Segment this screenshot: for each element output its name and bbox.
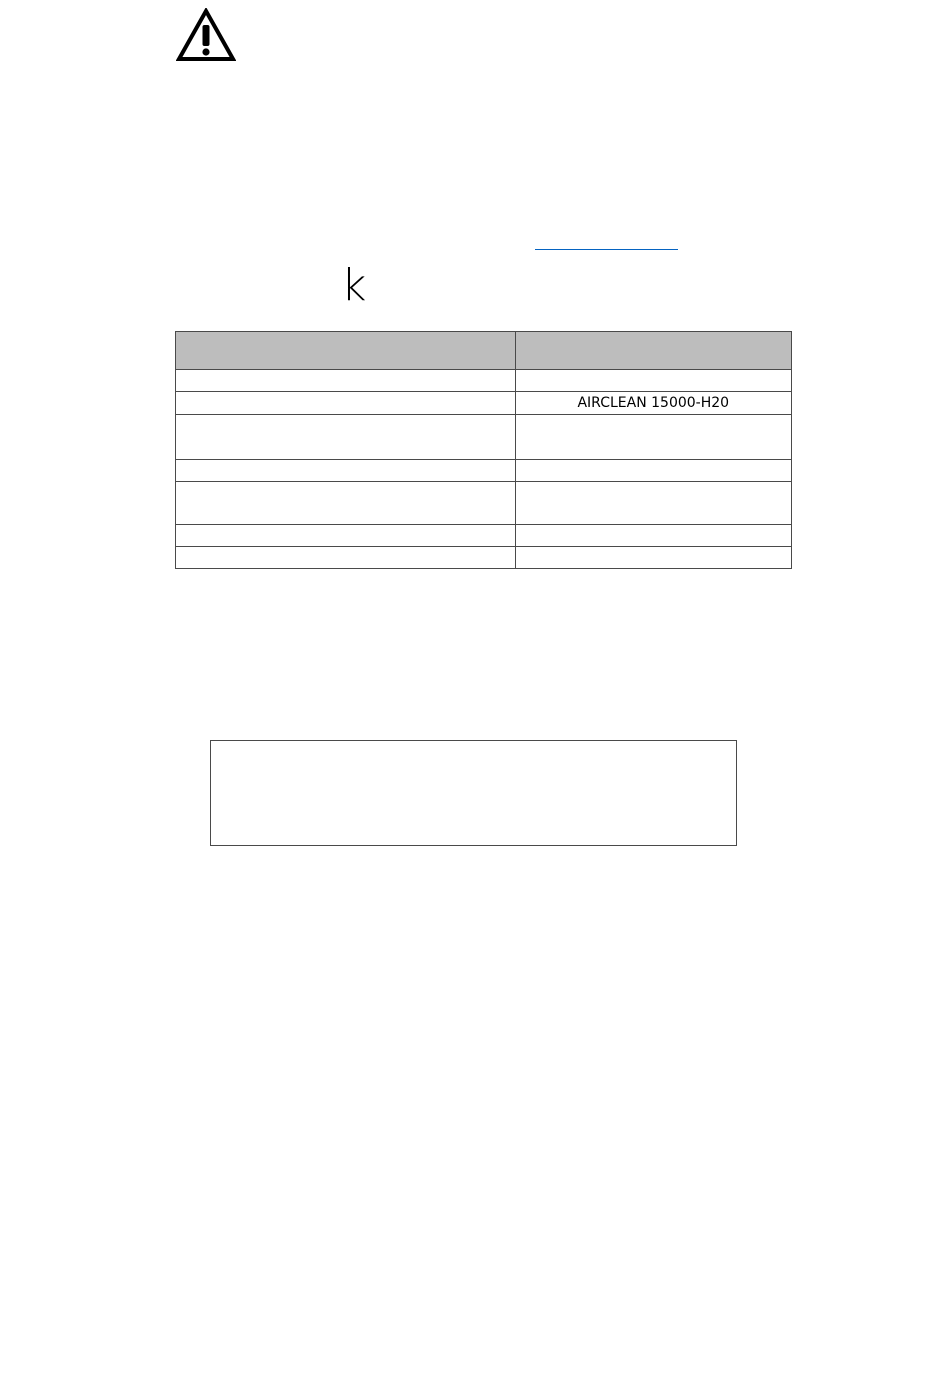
spec-table (175, 331, 792, 569)
model-name-cell: AIRCLEAN 15000-H20 (515, 392, 791, 415)
note-box (210, 740, 737, 846)
table-cell (176, 482, 516, 525)
warning-triangle-icon (176, 8, 236, 62)
table-cell (176, 392, 516, 415)
table-row (176, 370, 792, 392)
table-row (176, 547, 792, 569)
table-header-row (176, 332, 792, 370)
table-header-cell (515, 332, 791, 370)
hyperlink-underline[interactable] (535, 249, 678, 250)
table-cell (515, 415, 791, 460)
letter-glyph: k (341, 260, 367, 311)
table-row (176, 415, 792, 460)
table-cell (515, 370, 791, 392)
table-row (176, 460, 792, 482)
table-cell (176, 525, 516, 547)
table-row (176, 525, 792, 547)
table-row (176, 482, 792, 525)
table-cell (176, 547, 516, 569)
table-cell (515, 525, 791, 547)
table-cell (515, 482, 791, 525)
table-row (176, 392, 792, 415)
table-cell (176, 415, 516, 460)
table-cell (176, 460, 516, 482)
table-header-cell (176, 332, 516, 370)
table-cell (515, 547, 791, 569)
table-cell (515, 460, 791, 482)
table-cell (176, 370, 516, 392)
